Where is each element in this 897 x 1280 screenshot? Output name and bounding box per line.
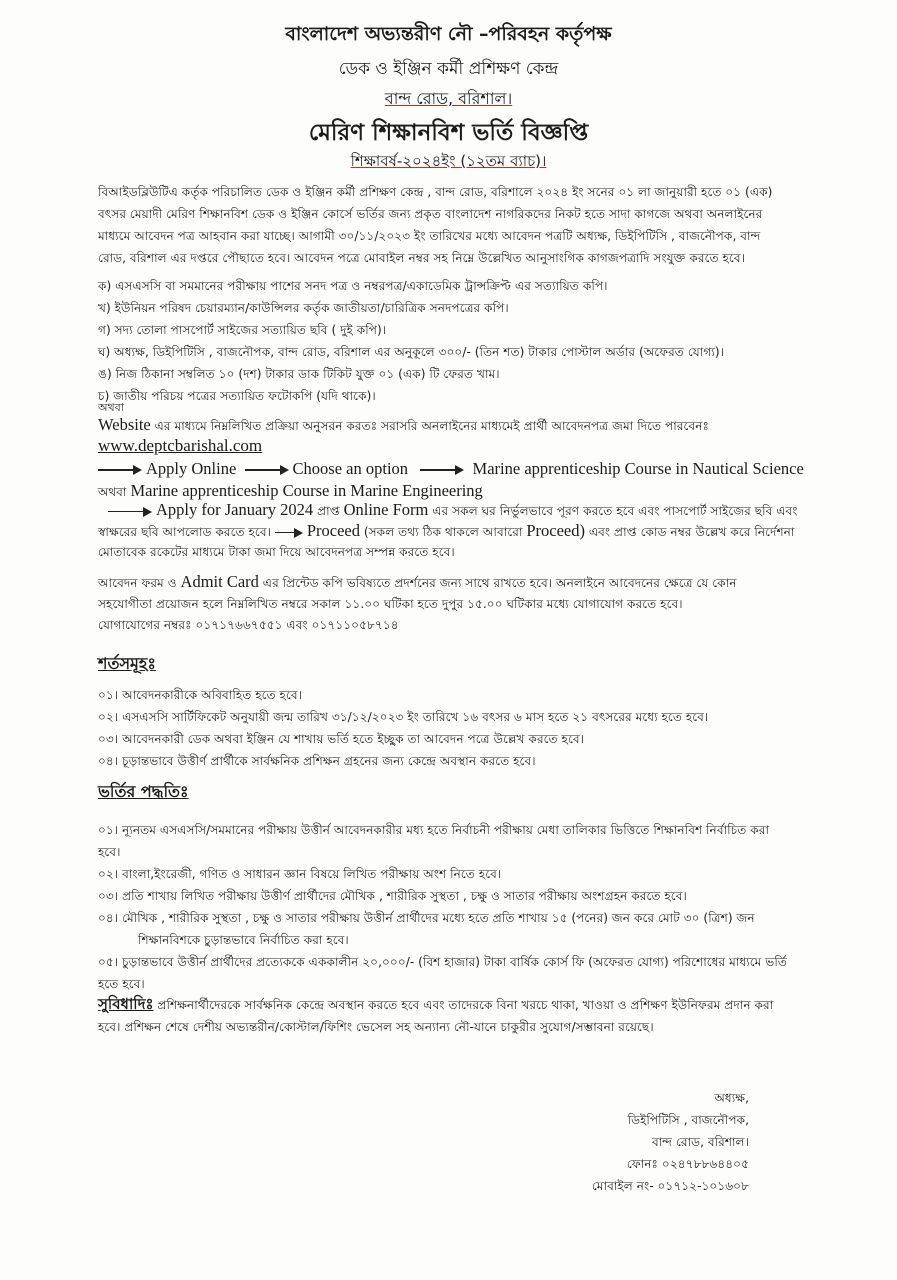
online-form-steps: Apply for January 2024 প্রাপ্ত Online Form এর সকল ঘর নির্ভুলভাবে পূরণ করতে হবে এবং পাসপোর্ট সাইজের ছবি এবং স্বাক্ষরের ছবি আপলোড করতে হবে। Proceed (সকল তথ্য ঠিক থাকলে আবারো Proceed) এবং প্রাপ্ত কোড নম্বর উল্লেখ করে নির্দেশনা মোতাবেক রকেটের মাধ্যমে টাকা জমা দিয়ে আবেদনপত্র সম্পন্ন করতে হবে। bbox=[98, 500, 798, 559]
admission-list bbox=[98, 819, 788, 995]
signatory-org: ডিইপিটিসি , বাজনৌপক, bbox=[627, 1113, 749, 1127]
admit-card-paragraph: আবেদন ফরম ও Admit Card এর প্রিন্টেড কপি ভবিষ্যতে প্রদর্শনের জন্য সাথে রাখতে হবে। অনলাইনে আবেদনের ক্ষেত্রে যে কোন সহযোগীতা প্রয়োজন হলে নিম্নলিখিত নম্বরে সকাল ১১.০০ ঘটিকা হতে দুপুর ১৫.০০ ঘটিকার মধ্যে যোগাযোগ করতে হবে। যোগাযোগের নম্বরঃ ০১৭১৭৬৬৭৫৫১ এবং ০১৭১১০৫৮৭১৪ bbox=[98, 572, 737, 632]
list-item: ০১। আবেদনকারীকে অবিবাহিত হতে হবে। bbox=[98, 688, 302, 702]
list-item: চ) জাতীয় পরিচয় পত্রের সত্যায়িত ফটোকপি (যদি থাকে)। bbox=[98, 389, 376, 403]
website-instruction: Website এর মাধ্যমে নিম্নলিখিত প্রক্রিয়া অনুসরন করতঃ সরাসরি অনলাইনের মাধ্যমেই প্রার্থী আবেদনপত্র জমা দিতে পারবেনঃ bbox=[98, 415, 709, 434]
list-item: ঙ) নিজ ঠিকানা সম্বলিত ১০ (দশ) টাকার ডাক টিকিট যুক্ত ০১ (এক) টি ফেরত খাম। bbox=[98, 367, 500, 381]
list-item: গ) সদ্য তোলা পাসপোর্ট সাইজের সত্যায়িত ছবি ( দুই কপি)। bbox=[98, 323, 387, 337]
step-apply-online: Apply Online bbox=[146, 459, 237, 478]
center-address: বান্দ রোড, বরিশাল। bbox=[384, 89, 513, 108]
intro-paragraph: বিআইডব্লিউটিএ কর্তৃক পরিচালিত ডেক ও ইঞ্জিন কর্মী প্রশিক্ষণ কেন্দ্র , বান্দ রোড, বরিশালে ২০২৪ ইং সনের ০১ লা জানুয়ারী হতে ০১ (এক) বৎসর মেয়াদী মেরিণ শিক্ষানবিশ ডেক ও ইঞ্জিন কোর্সে ভর্তির জন্য প্রকৃত বাংলাদেশ নাগরিকদের নিকট হতে সাদা কাগজে অথবা অনলাইনের মাধ্যমে আবেদন পত্র আহবান করা যাচ্ছে। আগামী ৩০/১১/২০২৩ ইং তারিখের মধ্যে আবেদন পত্রটি অধ্যক্ষ, ডিইপিটিসি , বাজনৌপক, বান্দ রোড, বরিশাল এর দপ্তরে পৌছাতে হবে। আবেদন পত্রে মোবাইল নম্বর সহ নিম্নে উল্লেখিত আনুসাংগিক কাগজপত্রাদি সংযুক্ত করতে হবে। bbox=[98, 185, 773, 265]
signatory-phone: ফোনঃ ০২৪৭৮৮৬৪৪০৫ bbox=[626, 1157, 749, 1171]
facilities-heading: সুবিধাদিঃ bbox=[98, 995, 154, 1013]
list-item: ০২। বাংলা,ইংরেজী, গণিত ও সাধারন জ্ঞান বিষয়ে লিখিত পরীক্ষায় অংশ নিতে হবে। bbox=[98, 867, 502, 881]
list-item: ০২। এসএসসি সার্টিফিকেট অনুযায়ী জন্ম তারিখ ৩১/১২/২০২৩ ইং তারিখে ১৬ বৎসর ৬ মাস হতে ২১ বৎসরের মধ্যে হতে হবে। bbox=[98, 710, 709, 724]
list-item: ০৪। চূড়ান্তভাবে উত্তীর্ণ প্রার্থীকে সার্বক্ষনিক প্রশিক্ষন গ্রহনের জন্য কেন্দ্রে অবস্থান করতে হবে। bbox=[98, 754, 536, 768]
list-item: শিক্ষানবিশকে চুড়ান্তভাবে নির্বাচিত করা হবে। bbox=[138, 933, 349, 947]
list-item: ০৩। প্রতি শাখায় লিখিত পরীক্ষায় উত্তীর্ণ প্রার্থীদের মৌখিক , শারীরিক সুস্থতা , চক্ষু ও সাতার পরীক্ষায় অংশগ্রহন করতে হবে। bbox=[98, 889, 687, 903]
center-name: ডেক ও ইঞ্জিন কর্মী প্রশিক্ষণ কেন্দ্র bbox=[338, 59, 559, 79]
arrow-right-icon bbox=[108, 507, 152, 517]
list-item: খ) ইউনিয়ন পরিষদ চেয়ারম্যান/কাউন্সিলর কর্তৃক জাতীয়তা/চারিত্রিক সনদপত্রের কপি। bbox=[98, 301, 509, 315]
arrow-right-icon bbox=[275, 528, 303, 538]
list-item: ক) এসএসসি বা সমমানের পরীক্ষায় পাশের সনদ পত্র ও নম্বরপত্র/একাডেমিক ট্রান্সক্রিপ্ট এর সত্যায়িত কপি। bbox=[98, 279, 608, 293]
admission-heading: ভর্তির পদ্ধতিঃ bbox=[98, 782, 189, 801]
arrow-right-icon bbox=[245, 465, 289, 475]
contact-numbers: যোগাযোগের নম্বরঃ ০১৭১৭৬৬৭৫৫১ এবং ০১৭১১০৫৮৭১৪ bbox=[98, 618, 399, 632]
list-item: ০৩। আবেদনকারী ডেক অথবা ইঞ্জিন যে শাখায় ভর্তি হতে ইচ্ছুক তা আবেদন পত্রে উল্লেখ করতে হবে। bbox=[98, 732, 585, 746]
signatory-address: বান্দ রোড, বরিশাল। bbox=[651, 1135, 749, 1149]
facilities-paragraph: সুবিধাদিঃ প্রশিক্ষনার্থীদেরকে সার্বক্ষনিক কেন্দ্রে অবস্থান করতে হবে এবং তাদেরকে বিনা খরচে থাকা, খাওয়া ও প্রশিক্ষণ ইউনিফরম প্রদান করা হবে। প্রশিক্ষন শেষে দেশীয় অভ্যন্তরীন/কোস্টাল/ফিশিং ভেসেল সহ অন্যান্য নৌ-যানে চাকুরীর সুযোগ/সম্ভাবনা রয়েছে। bbox=[98, 995, 774, 1034]
list-item: ০৪। মৌখিক , শারীরিক সুস্থতা , চক্ষু ও সাতার পরীক্ষায় উত্তীর্ন প্রার্থীদের মধ্যে হতে প্রতি শাখায় ১৫ (পনের) জন করে মোট ৩০ (ত্রিশ) জন bbox=[98, 911, 755, 925]
org-name: বাংলাদেশ অভ্যন্তরীণ নৌ –পরিবহন কর্তৃপক্ষ bbox=[285, 23, 612, 45]
online-steps: Apply Online Choose an option Marine apprenticeship Course in Nautical Science অথবা Marine apprenticeship Course in Marine Engineering bbox=[98, 459, 804, 500]
documents-list bbox=[98, 275, 788, 407]
signatory-title: অধ্যক্ষ, bbox=[714, 1091, 749, 1105]
signature-block bbox=[592, 1087, 749, 1197]
arrow-right-icon bbox=[98, 465, 142, 475]
session-line: শিক্ষাবর্ষ-২০২৪ইং (১২তম ব্যাচ)। bbox=[350, 152, 547, 170]
list-item: ঘ) অধ্যক্ষ, ডিইপিটিসি , বাজনৌপক, বান্দ রোড, বরিশাল এর অনুকূলে ৩০০/- (তিন শত) টাকার পোস্টাল অর্ডার (অফেরত যোগ্য)। bbox=[98, 345, 724, 359]
step-course-nautical: Marine apprenticeship Course in Nautical Science bbox=[472, 459, 804, 478]
list-item: ০১। ন্যূনতম এসএসসি/সমমানের পরীক্ষায় উত্তীর্ন আবেদনকারীর মধ্য হতে নির্বাচনী পরীক্ষায় মেধা তালিকার ভিত্তিতে শিক্ষানবিশ নির্বাচিত করা হবে। bbox=[98, 823, 769, 859]
step-course-engineering: Marine apprenticeship Course in Marine Engineering bbox=[130, 481, 483, 500]
conditions-heading: শর্তসমূহঃ bbox=[98, 654, 156, 673]
arrow-right-icon bbox=[420, 465, 464, 475]
conditions-list bbox=[98, 684, 788, 772]
list-item: ০৫। চুড়ান্তভাবে উত্তীর্ন প্রার্থীদের প্রত্যেককে এককালীন ২০,০০০/- (বিশ হাজার) টাকা বার্ষিক কোর্স ফি (অফেরত যোগ্য) পরিশোধের মাধ্যমে ভর্তি হতে হবে। bbox=[98, 955, 787, 991]
signatory-mobile: মোবাইল নং- ০১৭১২-১০১৬০৮ bbox=[591, 1179, 749, 1193]
step-choose-option: Choose an option bbox=[292, 459, 409, 478]
notice-title: মেরিণ শিক্ষানবিশ ভর্তি বিজ্ঞপ্তি bbox=[308, 120, 589, 146]
or-label: অথবা bbox=[98, 401, 124, 414]
website-link[interactable]: www.deptcbarishal.com bbox=[98, 436, 263, 455]
